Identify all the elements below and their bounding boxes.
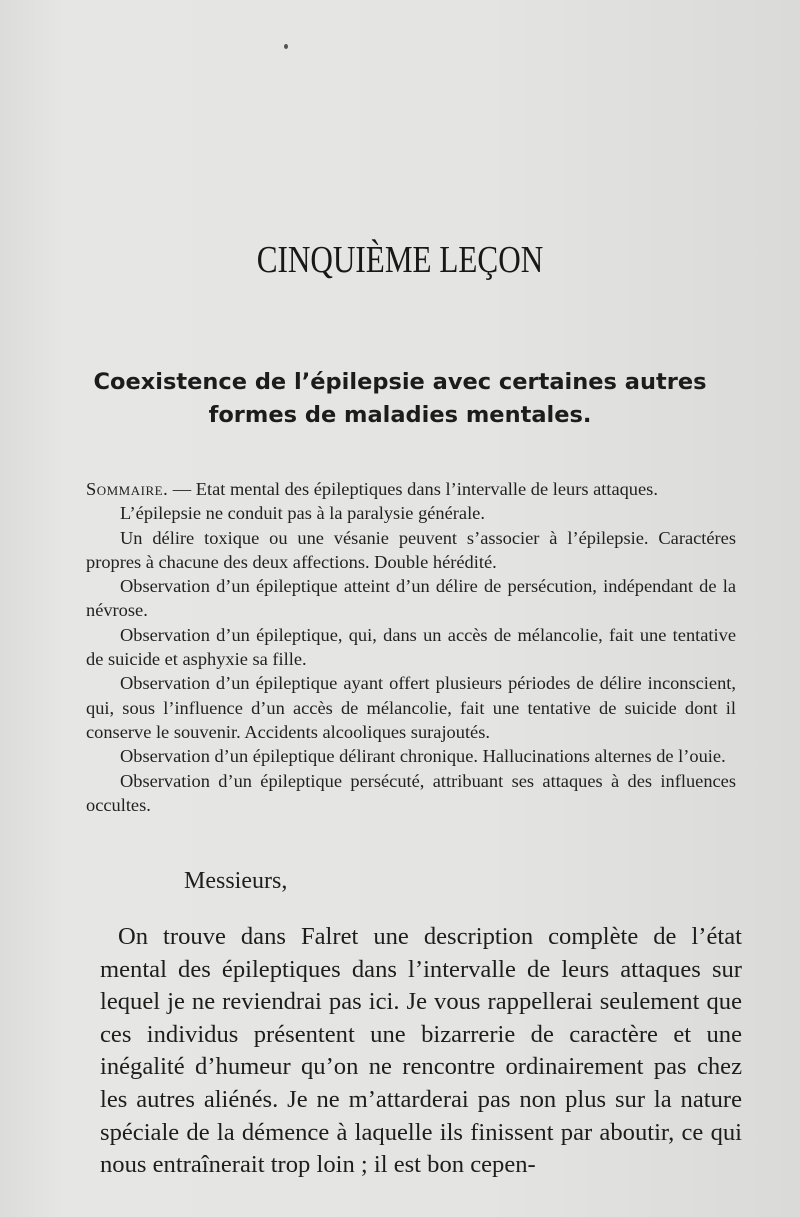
summary-item: Observation d’un épileptique, qui, dans un accès de mélancolie, fait une tentative de suicide et asphyxie sa fille. [86,624,736,670]
summary-item [86,477,736,501]
summary-label: Sommaire. [86,479,169,499]
body-paragraph: On trouve dans Falret une description complète de l’état mental des épileptiques dans l’intervalle de leurs attaques sur lequel je ne reviendrai pas ici. Je vous rappellerai seulement que ces individus présentent une bizarrerie de caractère et une inégalité d’humeur qu’on ne rencontre ordinairement pas chez les autres aliénés. Je ne m’attarderai pas non plus sur la nature spéciale de la démence à laquelle ils finissent par aboutir, ce qui nous entraînerait trop loin ; il est bon cepen- [100,923,742,1179]
chapter-title: CINQUIÈME LEÇON [256,239,544,281]
print-speck [284,44,288,49]
summary-item: Observation d’un épileptique ayant offert plusieurs périodes de délire inconscient, qui, sous l’influence d’un accès de mélancolie, fait une tentative de suicide dont il conserve le souvenir. Accidents alcooliques surajoutés. [86,673,736,742]
lesson-subtitle: Coexistence de l’épilepsie avec certaines autres formes de maladies mentales. [93,369,707,428]
summary-item: Observation d’un épileptique persécuté, attribuant ses attaques à des influences occultes. [86,770,736,815]
salutation: Messieurs, [184,868,288,894]
summary-block [86,477,736,817]
summary-item: Observation d’un épileptique atteint d’un délire de persécution, indépendant de la névrose. [86,576,736,621]
summary-item-text: — Etat mental des épileptiques dans l’intervalle de leurs attaques. [168,479,658,499]
summary-item: Un délire toxique ou une vésanie peuvent s’associer à l’épilepsie. Caractéres propres à chacune des deux affections. Double hérédité. [86,527,736,572]
summary-item: L’épilepsie ne conduit pas à la paralysie générale. [120,503,485,524]
summary-item: Observation d’un épileptique délirant chronique. Hallucinations alternes de l’ouie. [120,746,726,767]
body-text [100,921,742,1182]
